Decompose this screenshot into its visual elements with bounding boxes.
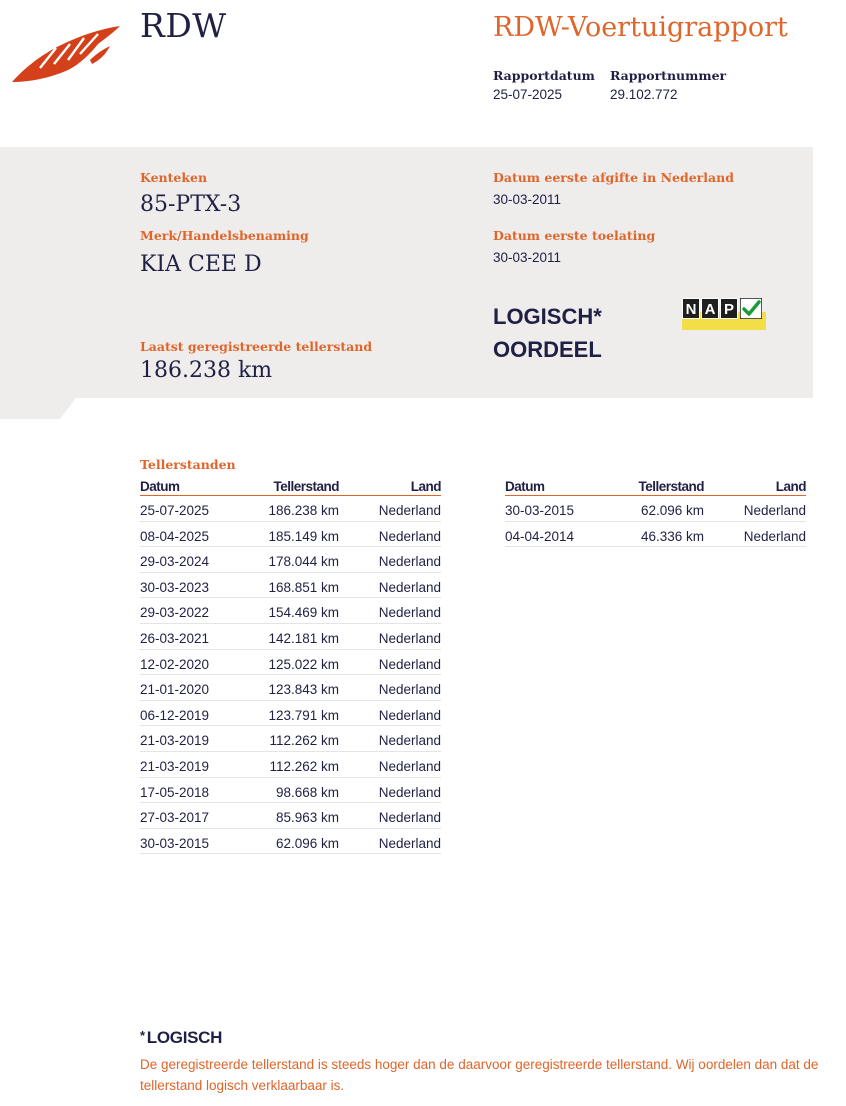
table-header (505, 478, 806, 496)
col-header-date: Datum (140, 479, 180, 494)
cell-date: 27-03-2017 (140, 810, 210, 826)
table-row (140, 496, 441, 522)
cell-country: Nederland (378, 579, 441, 595)
cell-date: 04-04-2014 (505, 528, 575, 544)
col-header-date: Datum (505, 479, 545, 494)
first-registration-nl-label: Datum eerste afgifte in Nederland (493, 170, 734, 185)
first-admission-value: 30-03-2011 (493, 250, 562, 265)
cell-country: Nederland (378, 707, 441, 723)
table-row (140, 752, 441, 778)
plate-label: Kenteken (140, 170, 208, 185)
table-row (140, 573, 441, 599)
report-date-label: Rapportdatum (493, 68, 595, 83)
odometer-table-left (140, 478, 441, 854)
cell-country: Nederland (378, 784, 441, 800)
table-row (140, 675, 441, 701)
verdict-line-2: OORDEEL (493, 337, 602, 362)
table-row (140, 624, 441, 650)
make-value: KIA CEE D (140, 252, 262, 277)
first-registration-nl-value: 30-03-2011 (493, 192, 562, 207)
cell-odometer: 185.149 km (268, 528, 339, 544)
col-header-odometer: Tellerstand (638, 479, 704, 494)
table-body-left (140, 496, 441, 854)
table-row (140, 829, 441, 855)
col-header-country: Land (775, 479, 806, 494)
cell-odometer: 62.096 km (275, 835, 339, 851)
last-odometer-value: 186.238 km (140, 358, 273, 383)
cell-odometer: 154.469 km (268, 605, 339, 621)
report-number-label: Rapportnummer (610, 68, 727, 83)
table-row (140, 726, 441, 752)
cell-country: Nederland (378, 733, 441, 749)
cell-country: Nederland (378, 682, 441, 698)
cell-date: 30-03-2015 (140, 835, 210, 851)
verdict (493, 300, 602, 366)
footnote-title (140, 1028, 222, 1048)
table-row (140, 650, 441, 676)
table-row (140, 598, 441, 624)
table-row (140, 701, 441, 727)
table-header (140, 478, 441, 496)
table-row (140, 803, 441, 829)
cell-country: Nederland (743, 503, 806, 518)
cell-country: Nederland (378, 630, 441, 646)
cell-date: 08-04-2025 (140, 528, 210, 544)
report-date-value: 25-07-2025 (493, 87, 563, 102)
cell-country: Nederland (378, 656, 441, 672)
table-row (140, 547, 441, 573)
nap-letter-p: P (720, 298, 738, 319)
footnote-text: De geregistreerde tellerstand is steeds hoger dan de daarvoor geregistreerde tellerstand. Wij oordelen dan dat de tellerstand logisch verklaarbaar is. (140, 1057, 819, 1093)
cell-date: 30-03-2015 (505, 503, 575, 518)
cell-odometer: 123.843 km (268, 682, 339, 698)
cell-odometer: 186.238 km (268, 503, 339, 518)
last-odometer-label: Laatst geregistreerde tellerstand (140, 339, 373, 354)
cell-country: Nederland (378, 554, 441, 570)
cell-odometer: 46.336 km (640, 528, 704, 544)
table-row (505, 496, 806, 522)
vehicle-summary-panel (0, 147, 813, 419)
brand-name: RDW (140, 6, 227, 45)
cell-date: 30-03-2023 (140, 579, 210, 595)
odometer-section-title: Tellerstanden (140, 457, 236, 472)
table-row (140, 522, 441, 548)
cell-country: Nederland (378, 503, 441, 518)
report-number-value: 29.102.772 (610, 87, 678, 102)
cell-date: 21-03-2019 (140, 733, 210, 749)
cell-odometer: 62.096 km (640, 503, 704, 518)
cell-date: 29-03-2022 (140, 605, 210, 621)
report-number-block (610, 68, 726, 102)
nap-checkmark-icon (740, 298, 762, 319)
cell-date: 26-03-2021 (140, 630, 210, 646)
make-label: Merk/Handelsbenaming (140, 228, 309, 243)
cell-odometer: 98.668 km (275, 784, 339, 800)
cell-country: Nederland (378, 835, 441, 851)
odometer-table-right (505, 478, 806, 547)
cell-odometer: 112.262 km (269, 758, 339, 774)
cell-date: 21-01-2020 (140, 682, 210, 698)
report-title: RDW-Voertuigrapport (493, 12, 788, 43)
cell-date: 29-03-2024 (140, 554, 210, 570)
cell-date: 25-07-2025 (140, 503, 210, 518)
table-row (140, 778, 441, 804)
cell-date: 17-05-2018 (140, 784, 210, 800)
cell-odometer: 168.851 km (268, 579, 339, 595)
verdict-line-1: LOGISCH* (493, 304, 602, 329)
nap-letter-a: A (701, 298, 719, 319)
cell-odometer: 85.963 km (275, 810, 339, 826)
cell-country: Nederland (378, 605, 441, 621)
col-header-country: Land (410, 479, 441, 494)
cell-odometer: 112.262 km (269, 733, 339, 749)
plate-value: 85-PTX-3 (140, 192, 242, 217)
col-header-odometer: Tellerstand (273, 479, 339, 494)
footnote-title-text: LOGISCH (146, 1028, 223, 1047)
table-row (505, 522, 806, 548)
table-body-right (505, 496, 806, 547)
nap-letter-n: N (682, 298, 700, 319)
cell-country: Nederland (743, 528, 806, 544)
cell-odometer: 125.022 km (268, 656, 339, 672)
first-admission-label: Datum eerste toelating (493, 228, 656, 243)
cell-date: 06-12-2019 (140, 707, 210, 723)
cell-odometer: 142.181 km (268, 630, 339, 646)
cell-country: Nederland (378, 758, 441, 774)
cell-odometer: 178.044 km (268, 554, 339, 570)
cell-date: 21-03-2019 (140, 758, 210, 774)
footnote-star: * (140, 1028, 145, 1043)
cell-country: Nederland (378, 528, 441, 544)
cell-odometer: 123.791 km (268, 707, 339, 723)
nap-badge (682, 296, 768, 330)
cell-date: 12-02-2020 (140, 656, 210, 672)
cell-country: Nederland (378, 810, 441, 826)
report-date-block (493, 68, 595, 102)
rdw-feather-logo (10, 24, 122, 86)
